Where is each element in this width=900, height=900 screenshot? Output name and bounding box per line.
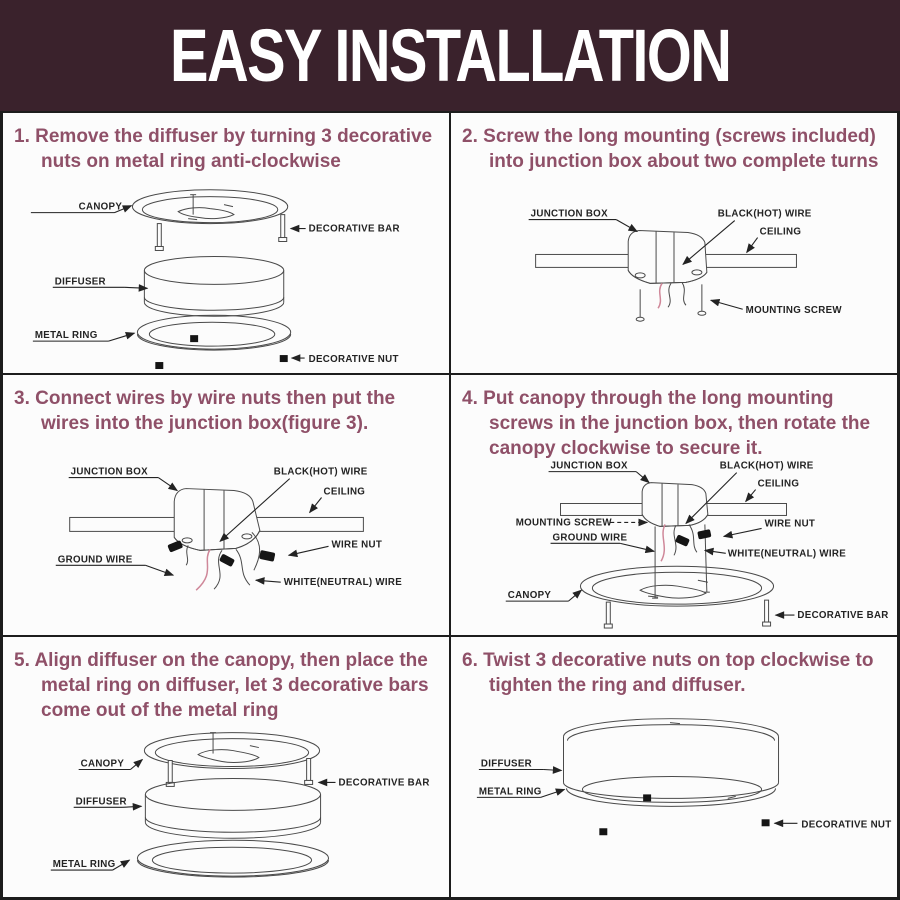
metal-ring-drawing <box>566 776 775 806</box>
label-decorative-bar: DECORATIVE BAR <box>308 223 400 235</box>
callouts <box>51 758 430 870</box>
step-instruction: Align diffuser on the canopy, then place the metal ring on diffuser, let 3 decorative bars come out of the metal ring <box>34 650 429 721</box>
step-text-1 <box>3 113 449 174</box>
label-wire-nut: WIRE NUT <box>764 518 816 530</box>
step-panel-3 <box>3 375 449 635</box>
label-ceiling: CEILING <box>757 478 800 490</box>
step-panel-4 <box>451 375 897 635</box>
diffuser-drum-drawing <box>563 719 778 799</box>
label-ceiling: CEILING <box>759 226 802 238</box>
junction-box-drawing <box>174 489 260 551</box>
diffuser-drawing <box>144 256 283 316</box>
step-number: 3. <box>14 388 30 409</box>
step-number: 4. <box>462 388 478 409</box>
step-text-3 <box>3 375 449 436</box>
label-black-hot-wire: BLACK(HOT) WIRE <box>717 208 812 220</box>
junction-box-drawing <box>628 231 707 284</box>
wires-drawing <box>658 282 686 308</box>
label-ground-wire: GROUND WIRE <box>57 554 133 566</box>
label-black-hot-wire: BLACK(HOT) WIRE <box>719 460 814 472</box>
step-text-6 <box>451 637 897 698</box>
callouts <box>506 461 889 621</box>
step-panel-1 <box>3 113 449 373</box>
label-metal-ring: METAL RING <box>478 786 542 798</box>
label-wire-nut: WIRE NUT <box>331 539 383 551</box>
mounting-screws-drawing <box>636 284 706 321</box>
step-panel-2 <box>451 113 897 373</box>
label-decorative-bar: DECORATIVE BAR <box>338 777 430 789</box>
step-number: 2. <box>462 126 478 147</box>
junction-box-drawing <box>642 483 708 527</box>
callouts <box>31 202 400 365</box>
diffuser-drawing <box>145 778 320 838</box>
canopy-drawing <box>132 190 287 251</box>
decorative-nut-drawing <box>762 819 770 826</box>
step-number: 6. <box>462 650 478 671</box>
label-canopy: CANOPY <box>80 758 125 770</box>
step-instruction: Screw the long mounting (screws included) into junction box about two complete turns <box>483 126 879 172</box>
step-text-2 <box>451 113 897 174</box>
label-mounting-screw: MOUNTING SCREW <box>515 517 612 529</box>
label-ground-wire: GROUND WIRE <box>552 532 628 544</box>
step-number: 1. <box>14 126 30 147</box>
label-canopy: CANOPY <box>507 590 552 602</box>
label-black-hot-wire: BLACK(HOT) WIRE <box>273 466 368 478</box>
step-instruction: Twist 3 decorative nuts on top clockwise to tighten the ring and diffuser. <box>483 650 874 696</box>
label-diffuser: DIFFUSER <box>75 796 127 808</box>
decorative-nut-drawing <box>599 828 607 835</box>
label-ceiling: CEILING <box>323 486 366 498</box>
decorative-nut-drawing <box>190 335 198 342</box>
label-decorative-nut: DECORATIVE NUT <box>801 819 892 831</box>
step-instruction: Connect wires by wire nuts then put the wires into the junction box(figure 3). <box>35 388 396 434</box>
step-panel-5 <box>3 637 449 897</box>
canopy-drawing <box>580 566 773 628</box>
label-white-neutral-wire: WHITE(NEUTRAL) WIRE <box>283 577 403 589</box>
label-decorative-bar: DECORATIVE BAR <box>797 610 889 622</box>
label-junction-box: JUNCTION BOX <box>530 208 608 220</box>
step-text-5 <box>3 637 449 723</box>
step-number: 5. <box>14 650 30 671</box>
label-metal-ring: METAL RING <box>52 859 116 871</box>
label-canopy: CANOPY <box>78 201 123 213</box>
decorative-nut-drawing <box>280 355 288 362</box>
page-title: EASY INSTALLATION <box>169 13 731 97</box>
metal-ring-drawing <box>137 840 328 877</box>
label-white-neutral-wire: WHITE(NEUTRAL) WIRE <box>727 548 847 560</box>
label-junction-box: JUNCTION BOX <box>550 460 628 472</box>
metal-ring-drawing <box>137 315 290 350</box>
step-text-4 <box>451 375 897 461</box>
label-junction-box: JUNCTION BOX <box>70 466 148 478</box>
decorative-nut-drawing <box>155 362 163 369</box>
label-metal-ring: METAL RING <box>34 330 98 342</box>
step-panel-6 <box>451 637 897 897</box>
step-instruction: Remove the diffuser by turning 3 decorative nuts on metal ring anti-clockwise <box>35 126 433 172</box>
label-diffuser: DIFFUSER <box>480 758 532 770</box>
decorative-nut-drawing <box>643 794 651 801</box>
label-decorative-nut: DECORATIVE NUT <box>308 354 399 366</box>
callouts <box>477 758 892 830</box>
label-mounting-screw: MOUNTING SCREW <box>745 305 842 317</box>
step-instruction: Put canopy through the long mounting screws in the junction box, then rotate the canopy clockwise to secure it. <box>483 388 871 459</box>
steps-grid <box>0 111 900 900</box>
label-diffuser: DIFFUSER <box>54 276 106 288</box>
poster-header <box>0 0 900 111</box>
